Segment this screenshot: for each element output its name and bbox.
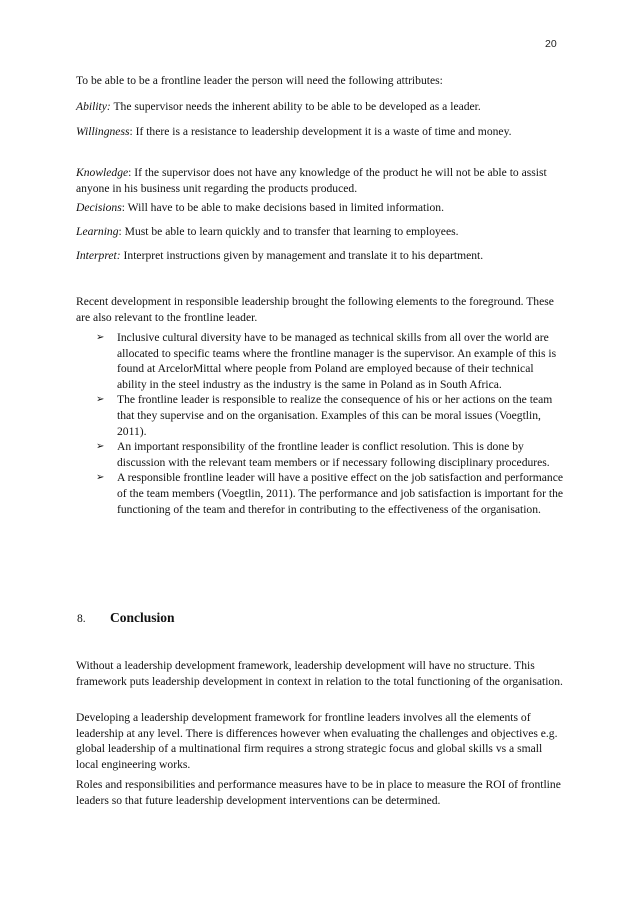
- attribute-learning: [76, 224, 566, 240]
- bullet-list: [96, 330, 564, 517]
- attribute-term: Interpret:: [76, 249, 121, 262]
- attribute-term: Ability:: [76, 100, 111, 113]
- attribute-knowledge: [76, 165, 566, 196]
- list-item: ➢ The frontline leader is responsible to realize the consequence of his or her actions on the team that they supervise and on the organisation. Examples of this can be moral issues (Voegtlin, 2011).: [96, 393, 553, 438]
- attribute-ability: [76, 99, 566, 115]
- attribute-term: Decisions: [76, 201, 122, 214]
- recent-development-paragraph: Recent development in responsible leadership brought the following elements to the foreground. These are also relevant to the frontline leader.: [76, 295, 554, 324]
- page-number: 20: [545, 38, 557, 50]
- conclusion-paragraph-2: Developing a leadership development framework for frontline leaders involves all the elements of leadership at any level. There is differences however when evaluating the challenges and objectives e.g. global leadership of a multinational firm requires a strong strategic focus and global skills vs a small local engineering works.: [76, 711, 558, 771]
- list-item: ➢ An important responsibility of the frontline leader is conflict resolution. This is done by discussion with the relevant team members or if necessary following disciplinary procedures.: [96, 440, 550, 469]
- attribute-text: : If there is a resistance to leadership development it is a waste of time and money.: [129, 125, 512, 138]
- section-number: 8.: [77, 612, 86, 625]
- attribute-text: : If the supervisor does not have any knowledge of the product he will not be able to assist anyone in his business unit regarding the products produced.: [76, 166, 547, 195]
- attribute-interpret: [76, 248, 566, 264]
- list-item: ➢ Inclusive cultural diversity have to be managed as technical skills from all over the world are allocated to specific teams where the frontline manager is the supervisor. An example of this is found at ArcelorMittal where people from Poland are employed because of their technical ability in the steel industry as the industry is the same in Poland as in South Africa.: [96, 331, 557, 391]
- attribute-text: : Will have to be able to make decisions based in limited information.: [121, 201, 444, 214]
- attribute-willingness: [76, 124, 566, 140]
- attribute-decisions: [76, 200, 566, 216]
- attribute-term: Willingness: [76, 125, 130, 138]
- intro-paragraph: To be able to be a frontline leader the person will need the following attributes:: [76, 74, 443, 87]
- arrow-bullet-icon: ➢: [96, 441, 105, 453]
- attribute-term: Learning: [76, 225, 119, 238]
- arrow-bullet-icon: ➢: [96, 394, 105, 406]
- attribute-text: : Must be able to learn quickly and to transfer that learning to employees.: [118, 225, 459, 238]
- attribute-text: Interpret instructions given by management and translate it to his department.: [120, 249, 484, 262]
- arrow-bullet-icon: ➢: [96, 332, 105, 343]
- attribute-text: The supervisor needs the inherent ability to be able to be developed as a leader.: [110, 100, 481, 113]
- conclusion-paragraph-1: Without a leadership development framework, leadership development will have no structure. This framework puts leadership development in context in relation to the total functioning of the organisation.: [76, 659, 563, 688]
- attribute-term: Knowledge: [76, 166, 129, 179]
- section-title: Conclusion: [110, 610, 175, 625]
- arrow-bullet-icon: ➢: [96, 472, 105, 484]
- list-item: ➢ A responsible frontline leader will have a positive effect on the job satisfaction and performance of the team members (Voegtlin, 2011). The performance and job satisfaction is important for the functioning of the team and therefor in contributing to the effectiveness of the organisation.: [96, 471, 564, 516]
- section-heading: [77, 610, 175, 626]
- conclusion-paragraph-3: Roles and responsibilities and performance measures have to be in place to measure the ROI of frontline leaders so that future leadership development interventions can be determined.: [76, 778, 561, 807]
